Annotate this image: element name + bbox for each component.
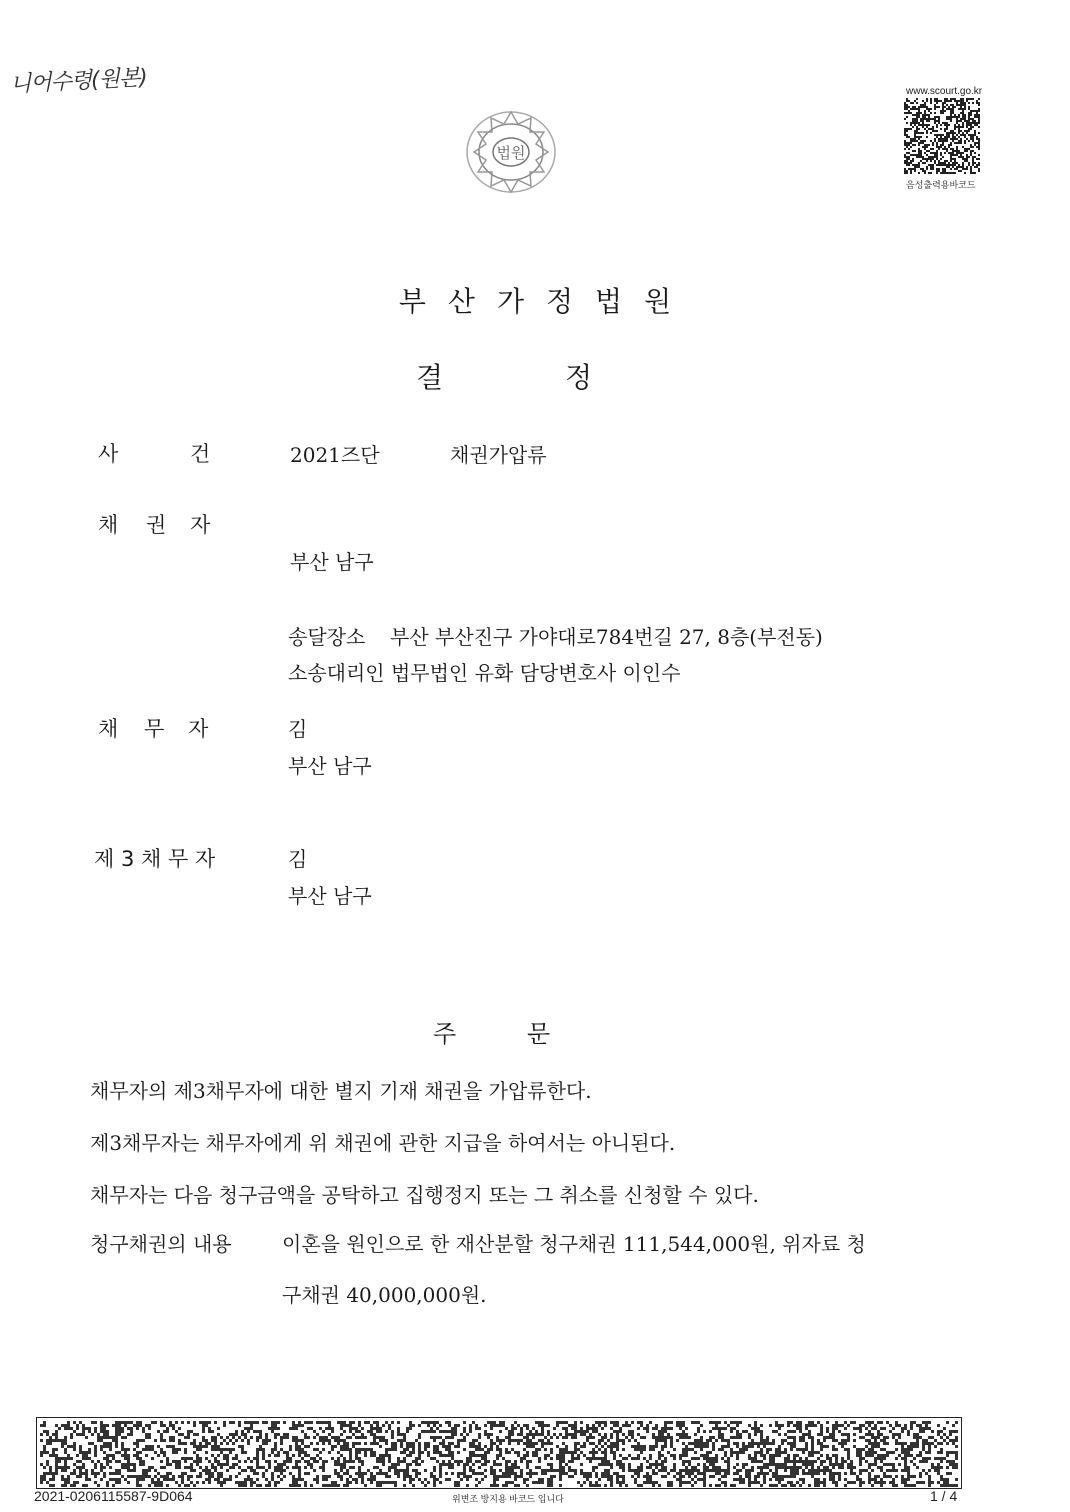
third-debtor-name: 김	[288, 847, 308, 871]
delivery-address: 부산 부산진구 가야대로784번길 27, 8층(부전동)	[390, 625, 823, 649]
order-line-2: 제3채무자는 채무자에게 위 채권에 관한 지급을 하여서는 아니된다.	[90, 1131, 676, 1155]
debtor-label-2: 무	[144, 717, 165, 741]
order-line-3: 채무자는 다음 청구금액을 공탁하고 집행정지 또는 그 취소를 신청할 수 있다.	[90, 1183, 759, 1207]
claim-label: 청구채권의 내용	[90, 1232, 232, 1256]
third-debtor-label: 제 3 채 무 자	[94, 847, 216, 871]
delivery-label: 송달장소	[288, 625, 366, 649]
case-number: 2021즈단	[290, 443, 380, 467]
qr-url: www.scourt.go.kr	[906, 86, 983, 97]
doc-type-right: 정	[565, 361, 593, 394]
claim-text-2: 구채권 40,000,000원.	[282, 1283, 487, 1307]
debtor-address: 부산 남구	[288, 754, 372, 778]
qr-caption: 음성출력용바코드	[906, 181, 976, 191]
debtor-name: 김	[288, 717, 308, 741]
page-number: 1 / 4	[930, 1488, 958, 1504]
anti-forgery-barcode-icon	[36, 1417, 962, 1489]
creditor-label-3: 자	[190, 513, 211, 537]
handwritten-note: 니어수령(원본)	[9, 65, 148, 98]
agent-line: 소송대리인 법무법인 유화 담당변호사 이인수	[288, 661, 681, 685]
case-label-a: 사	[98, 442, 119, 466]
third-debtor-address: 부산 남구	[288, 884, 372, 908]
doc-type-left: 결	[416, 361, 444, 394]
creditor-label-2: 권	[146, 513, 167, 537]
case-name: 채권가압류	[450, 443, 547, 467]
case-label-b: 건	[190, 442, 211, 466]
order-title-right: 문	[527, 1020, 551, 1048]
claim-text-1: 이혼을 원인으로 한 재산분할 청구채권 111,544,000원, 위자료 청	[282, 1232, 866, 1256]
court-emblem-icon	[456, 104, 566, 196]
creditor-label-1: 채	[98, 513, 119, 537]
order-line-1: 채무자의 제3채무자에 대한 별지 기재 채권을 가압류한다.	[90, 1079, 592, 1103]
debtor-label-3: 자	[188, 717, 209, 741]
emblem-text: 법원	[496, 144, 526, 162]
barcode-notice: 위변조 방지용 바코드 입니다	[452, 1494, 564, 1504]
debtor-label-1: 채	[98, 717, 119, 741]
qr-code-icon	[904, 98, 980, 174]
order-title-left: 주	[433, 1020, 457, 1048]
creditor-address: 부산 남구	[290, 550, 374, 574]
court-name: 부산가정법원	[398, 285, 694, 318]
doc-id: 2021-0206115587-9D064	[34, 1488, 193, 1504]
